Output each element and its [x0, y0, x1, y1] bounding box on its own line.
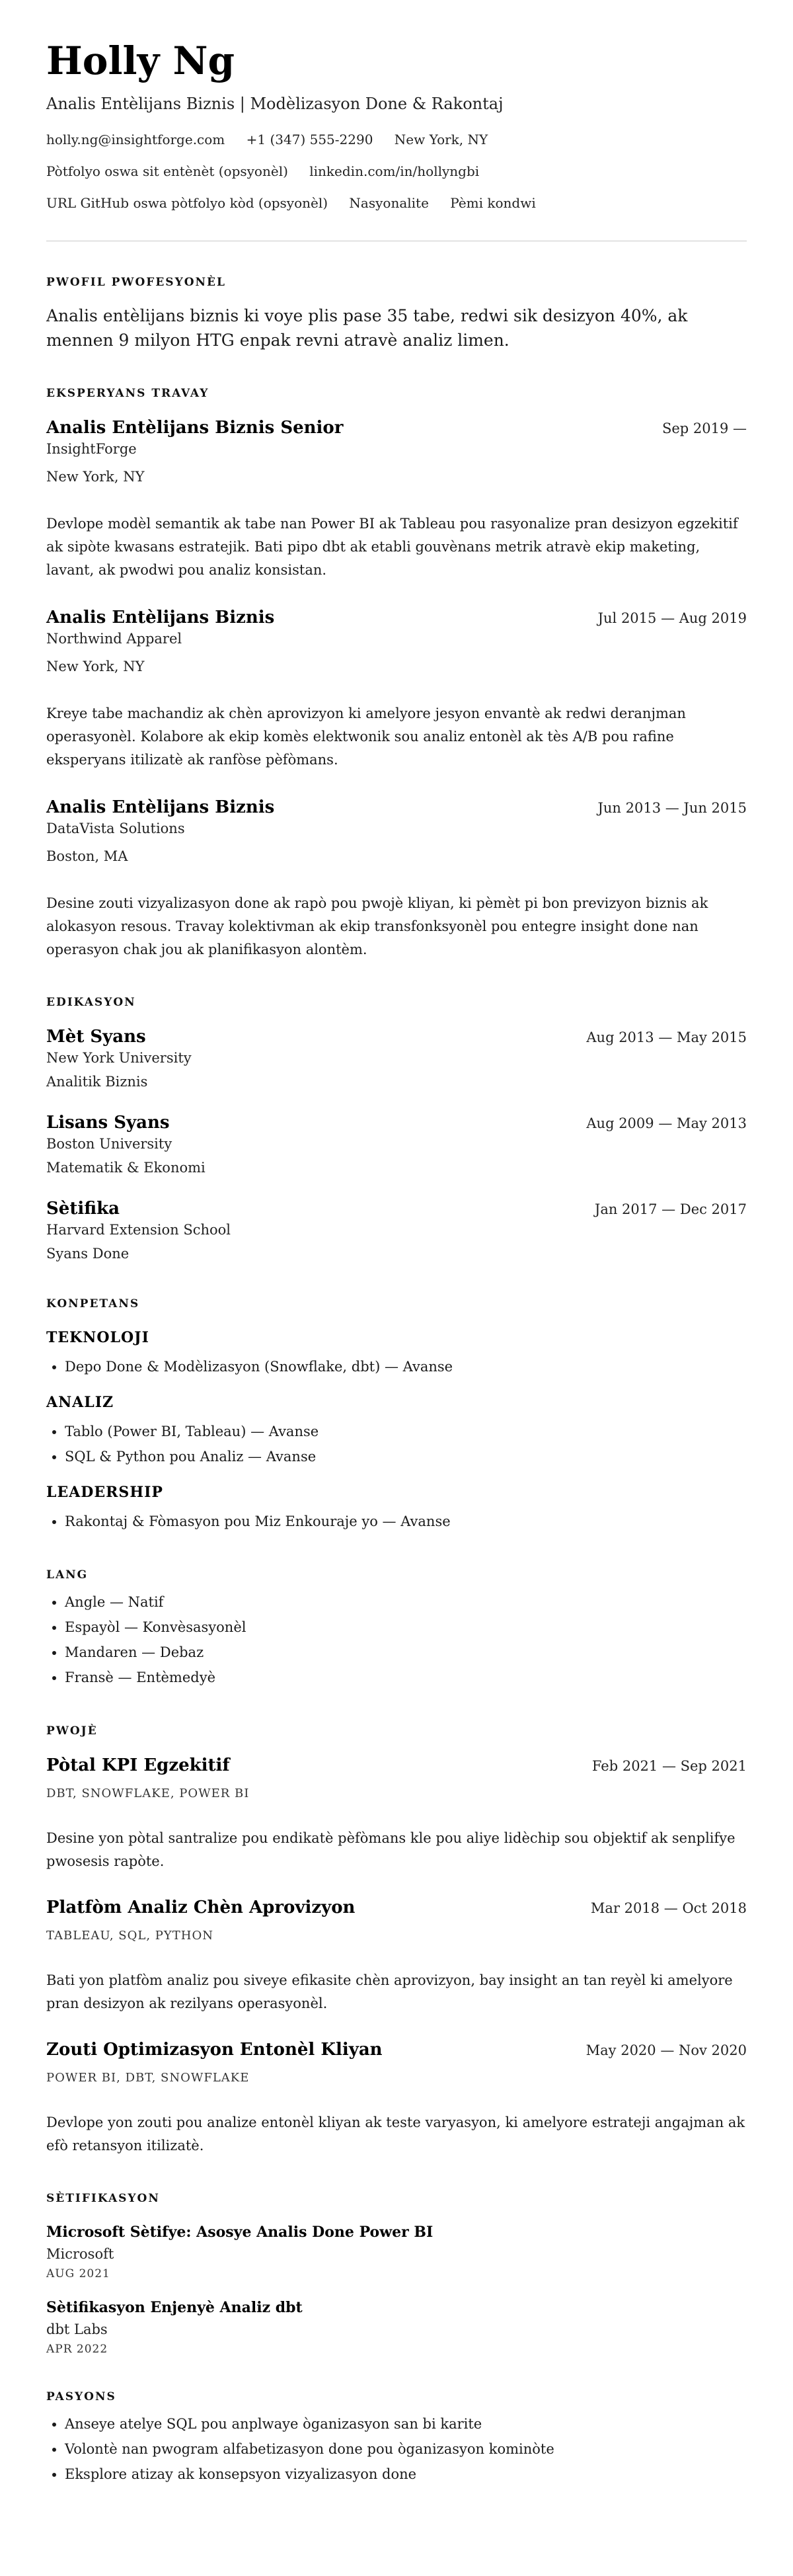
skill-list — [46, 1419, 747, 1469]
skill-item: • Rakontaj & Fòmasyon pou Miz Enkouraje yo — Avanse — [65, 1509, 747, 1534]
job-description: Desine zouti vizyalizasyon done ak rapò pou pwojè kliyan, ki pèmèt pi bon previzyon biznis ak alokasyon resous. Travay kolektivman ak ekip transfonksyonèl pou entegre insight done nan operasyon chak jou ak planifikasyon alontèm. — [46, 895, 708, 957]
nationality: Nasyonalite — [349, 195, 429, 211]
candidate-name: Holly Ng — [46, 38, 235, 83]
contact-row — [46, 194, 747, 212]
headline: Analis Entèlijans Biznis | Modèlizasyon Done & Rakontaj — [46, 95, 504, 113]
certifications-section — [46, 2192, 747, 2356]
location: New York, NY — [394, 132, 488, 147]
job-dates: Sep 2019 — — [661, 421, 747, 436]
company-name: InsightForge — [46, 441, 137, 457]
driving-license: Pèmi kondwi — [450, 195, 536, 211]
job-location: New York, NY — [46, 469, 145, 485]
job-description: Kreye tabe machandiz ak chèn aprovizyon ki amelyore jesyon envantè ak redwi deranjman operasyonèl. Kolabore ak ekip komès elektwonik sou analiz entonèl ak tès A/B pou rafine eksperyans itilizatè ak ranfòse pèfòmans. — [46, 705, 686, 768]
projects-section — [46, 1724, 747, 2157]
section-title: SÈTIFIKASYON — [46, 2192, 160, 2205]
school-name: New York University — [46, 1050, 192, 1066]
project-tech: TABLEAU, SQL, PYTHON — [46, 1929, 213, 1943]
section-title: PASYONS — [46, 2390, 116, 2403]
section-title: PWOJÈ — [46, 1724, 98, 1738]
education-section — [46, 996, 747, 1263]
section-title: LANG — [46, 1568, 89, 1582]
interests-section — [46, 2390, 747, 2487]
education-dates: Aug 2009 — May 2013 — [586, 1115, 747, 1131]
skill-category: ANALIZ — [46, 1394, 114, 1411]
interest-item: • Anseye atelye SQL pou anplwaye òganizasyon san bi karite — [65, 2411, 747, 2436]
field-of-study: Syans Done — [46, 1246, 130, 1262]
job-title: Analis Entèlijans Biznis Senior — [46, 418, 344, 438]
project-dates: May 2020 — Nov 2020 — [585, 2042, 747, 2058]
portfolio-link[interactable]: Pòtfolyo oswa sit entènèt (opsyonèl) — [46, 163, 288, 179]
contact-row — [46, 163, 747, 180]
interest-item: • Eksplore atizay ak konsepsyon vizyalizasyon done — [65, 2462, 747, 2487]
job-description: Devlope modèl semantik ak tabe nan Power BI ak Tableau pou rasyonalize pran desizyon egzekitif ak sipòte kwasans estratejik. Bati pipo dbt ak etabli gouvènans metrik atravè ekip maketing, lavant, ak pwodwi pou analiz konsistan. — [46, 516, 738, 578]
certification-issuer: dbt Labs — [46, 2321, 108, 2337]
project-description: Desine yon pòtal santralize pou endikatè pèfòmans kle pou aliye lidèchip sou objektif ak senplifye pwosesis rapòte. — [46, 1830, 736, 1869]
degree-title: Mèt Syans — [46, 1027, 146, 1047]
experience-section — [46, 387, 747, 961]
skill-category: LEADERSHIP — [46, 1484, 163, 1501]
field-of-study: Matematik & Ekonomi — [46, 1160, 206, 1176]
education-dates: Jan 2017 — Dec 2017 — [594, 1201, 747, 1217]
languages-section — [46, 1568, 747, 1690]
education-entry — [46, 1198, 747, 1263]
certification-date: APR 2022 — [46, 2343, 108, 2356]
section-title: EDIKASYON — [46, 996, 136, 1009]
section-title: PWOFIL PWOFESYONÈL — [46, 276, 226, 289]
language-item: • Mandaren — Debaz — [65, 1640, 747, 1665]
job-dates: Jun 2013 — Jun 2015 — [597, 800, 747, 816]
project-name: Platfòm Analiz Chèn Aprovizyon — [46, 1898, 356, 1917]
project-dates: Feb 2021 — Sep 2021 — [591, 1758, 747, 1774]
field-of-study: Analitik Biznis — [46, 1074, 148, 1090]
degree-title: Lisans Syans — [46, 1113, 170, 1133]
education-entry — [46, 1026, 747, 1091]
experience-entry — [46, 607, 747, 772]
skill-list — [46, 1354, 747, 1379]
skill-category: TEKNOLOJI — [46, 1329, 149, 1346]
certification-name: Sètifikasyon Enjenyè Analiz dbt — [46, 2299, 303, 2316]
certification-entry — [46, 2298, 747, 2356]
school-name: Harvard Extension School — [46, 1222, 231, 1238]
project-name: Pòtal KPI Egzekitif — [46, 1755, 230, 1775]
language-item: • Fransè — Entèmedyè — [65, 1665, 747, 1690]
certification-name: Microsoft Sètifye: Asosye Analis Done Power BI — [46, 2224, 434, 2241]
experience-entry — [46, 417, 747, 582]
degree-title: Sètifika — [46, 1199, 120, 1219]
interest-list — [46, 2411, 747, 2487]
company-name: Northwind Apparel — [46, 631, 182, 647]
language-item: • Espayòl — Konvèsasyonèl — [65, 1615, 747, 1640]
linkedin-link[interactable]: linkedin.com/in/hollyngbi — [309, 163, 480, 179]
certification-issuer: Microsoft — [46, 2246, 114, 2262]
skill-item: • SQL & Python pou Analiz — Avanse — [65, 1444, 747, 1469]
experience-entry — [46, 797, 747, 961]
email-link[interactable]: holly.ng@insightforge.com — [46, 132, 225, 147]
school-name: Boston University — [46, 1136, 172, 1152]
job-location: New York, NY — [46, 659, 145, 674]
project-tech: POWER BI, DBT, SNOWFLAKE — [46, 2071, 250, 2085]
project-tech: DBT, SNOWFLAKE, POWER BI — [46, 1787, 250, 1800]
project-description: Bati yon platfòm analiz pou siveye efikasite chèn aprovizyon, bay insight an tan reyèl ki amelyore pran desizyon ak rezilyans operasyonèl. — [46, 1972, 733, 2011]
summary-text: Analis entèlijans biznis ki voye plis pase 35 tabe, redwi sik desizyon 40%, ak mennen 9 milyon HTG enpak revni atravè analiz limen. — [46, 306, 688, 350]
project-entry — [46, 1897, 747, 2015]
project-dates: Mar 2018 — Oct 2018 — [590, 1900, 747, 1916]
skill-item: • Depo Done & Modèlizasyon (Snowflake, dbt) — Avanse — [65, 1354, 747, 1379]
education-dates: Aug 2013 — May 2015 — [586, 1029, 747, 1045]
section-title: KONPETANS — [46, 1297, 140, 1310]
contact-row — [46, 131, 747, 148]
job-location: Boston, MA — [46, 848, 128, 864]
project-description: Devlope yon zouti pou analize entonèl kliyan ak teste varyasyon, ki amelyore estrateji angajman ak efò retansyon itilizatè. — [46, 2114, 745, 2153]
job-dates: Jul 2015 — Aug 2019 — [597, 610, 747, 626]
language-list — [46, 1590, 747, 1690]
skill-list — [46, 1509, 747, 1534]
summary-section — [46, 276, 747, 352]
project-entry — [46, 2039, 747, 2157]
company-name: DataVista Solutions — [46, 821, 185, 836]
education-entry — [46, 1112, 747, 1177]
section-title: EKSPERYANS TRAVAY — [46, 387, 209, 400]
job-title: Analis Entèlijans Biznis — [46, 797, 275, 817]
project-entry — [46, 1755, 747, 1873]
language-item: • Angle — Natif — [65, 1590, 747, 1615]
phone-number[interactable]: +1 (347) 555-2290 — [246, 132, 373, 147]
job-title: Analis Entèlijans Biznis — [46, 608, 275, 627]
interest-item: • Volontè nan pwogram alfabetizasyon done pou òganizasyon kominòte — [65, 2436, 747, 2462]
github-link[interactable]: URL GitHub oswa pòtfolyo kòd (opsyonèl) — [46, 195, 328, 211]
certification-entry — [46, 2222, 747, 2280]
skill-item: • Tablo (Power BI, Tableau) — Avanse — [65, 1419, 747, 1444]
certification-date: AUG 2021 — [46, 2267, 110, 2280]
project-name: Zouti Optimizasyon Entonèl Kliyan — [46, 2040, 383, 2060]
skills-section — [46, 1297, 747, 1534]
